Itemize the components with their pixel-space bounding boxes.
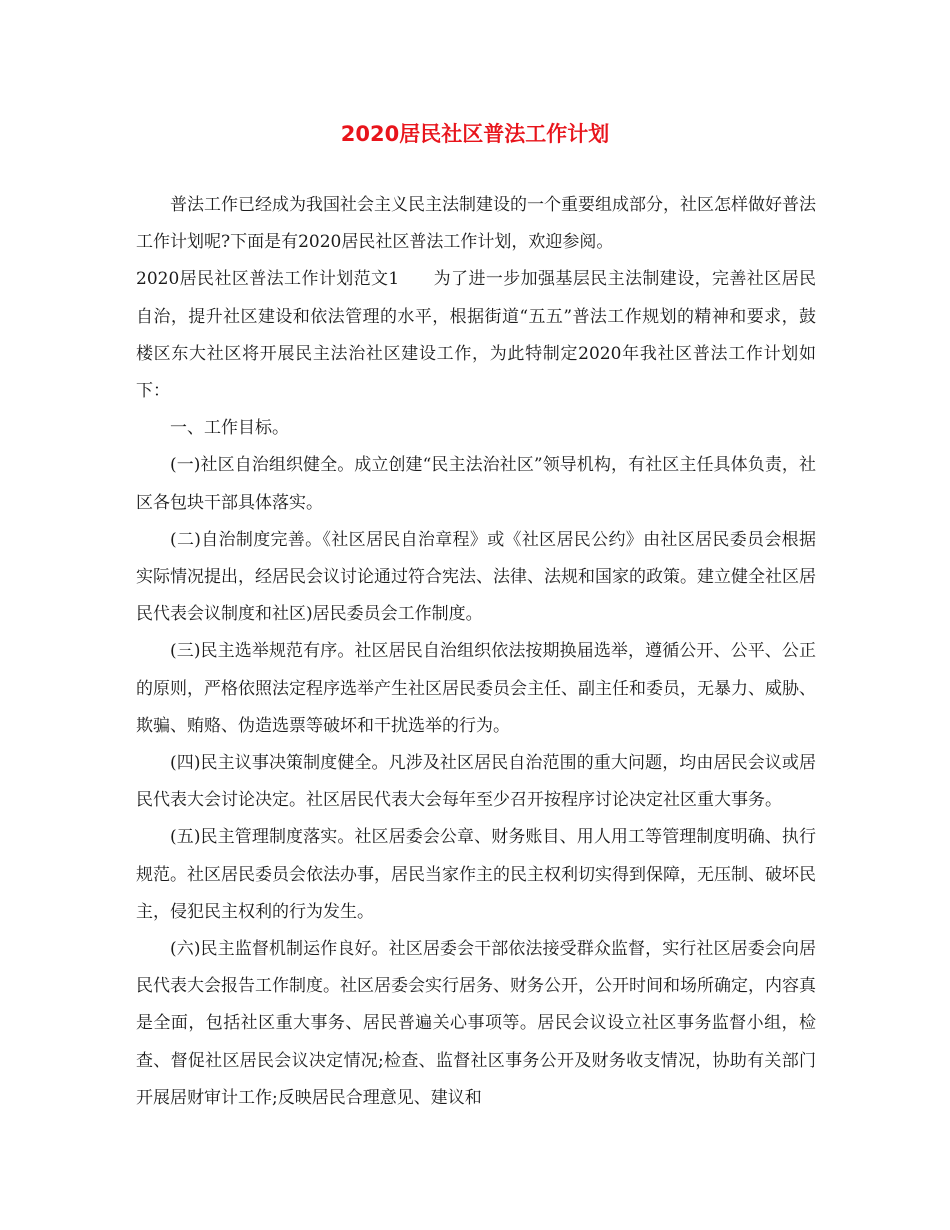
goal-item-3: (三)民主选举规范有序。社区居民自治组织依法按期换届选举，遵循公开、公平、公正的原则，严格依照法定程序选举产生社区居民委员会主任、副主任和委员，无暴力、威胁、欺骗、贿赂、伪造选票等破坏和干扰选举的行为。 [136,641,816,736]
goal-item-2: (二)自治制度完善。《社区居民自治章程》或《社区居民公约》由社区居民委员会根据实际情况提出，经居民会议讨论通过符合宪法、法律、法规和国家的政策。建立健全社区居民代表会议制度和社区)居民委员会工作制度。 [136,529,816,625]
section-text: 为了进一步加强基层民主法制建设，完善社区居民自治，提升社区建设和依法管理的水平，根据街道“五五”普法工作规划的精神和要求，鼓楼区东大社区将开展民主法治社区建设工作，为此特制定2020年我社区普法工作计划如下： [136,269,816,402]
section-label: 2020居民社区普法工作计划范文1 [136,269,400,290]
document-title: 2020居民社区普法工作计划 [340,122,610,146]
section-paragraph [136,261,816,410]
goal-item-1: (一)社区自治组织健全。成立创建“民主法治社区”领导机构，有社区主任具体负责，社区各包块干部具体落实。 [136,455,816,513]
document-body [136,187,816,1117]
heading-work-goals: 一、工作目标。 [170,418,289,439]
goal-item-4: (四)民主议事决策制度健全。凡涉及社区居民自治范围的重大问题，均由居民会议或居民代表大会讨论决定。社区居民代表大会每年至少召开按程序讨论决定社区重大事务。 [136,753,816,811]
goal-item-5: (五)民主管理制度落实。社区居委会公章、财务账目、用人用工等管理制度明确、执行规范。社区居民委员会依法办事，居民当家作主的民主权利切实得到保障，无压制、破坏民主，侵犯民主权利的行为发生。 [136,827,816,922]
goal-item-6: (六)民主监督机制运作良好。社区居委会干部依法接受群众监督，实行社区居委会向居民代表大会报告工作制度。社区居委会实行居务、财务公开，公开时间和场所确定，内容真是全面，包括社区重大事务、居民普遍关心事项等。居民会议设立社区事务监督小组，检查、督促社区居民会议决定情况;检查、监督社区事务公开及财务收支情况，协助有关部门开展居财审计工作;反映居民合理意见、建议和 [136,939,816,1108]
intro-paragraph: 普法工作已经成为我国社会主义民主法制建设的一个重要组成部分，社区怎样做好普法工作计划呢?下面是有2020居民社区普法工作计划，欢迎参阅。 [136,195,816,253]
